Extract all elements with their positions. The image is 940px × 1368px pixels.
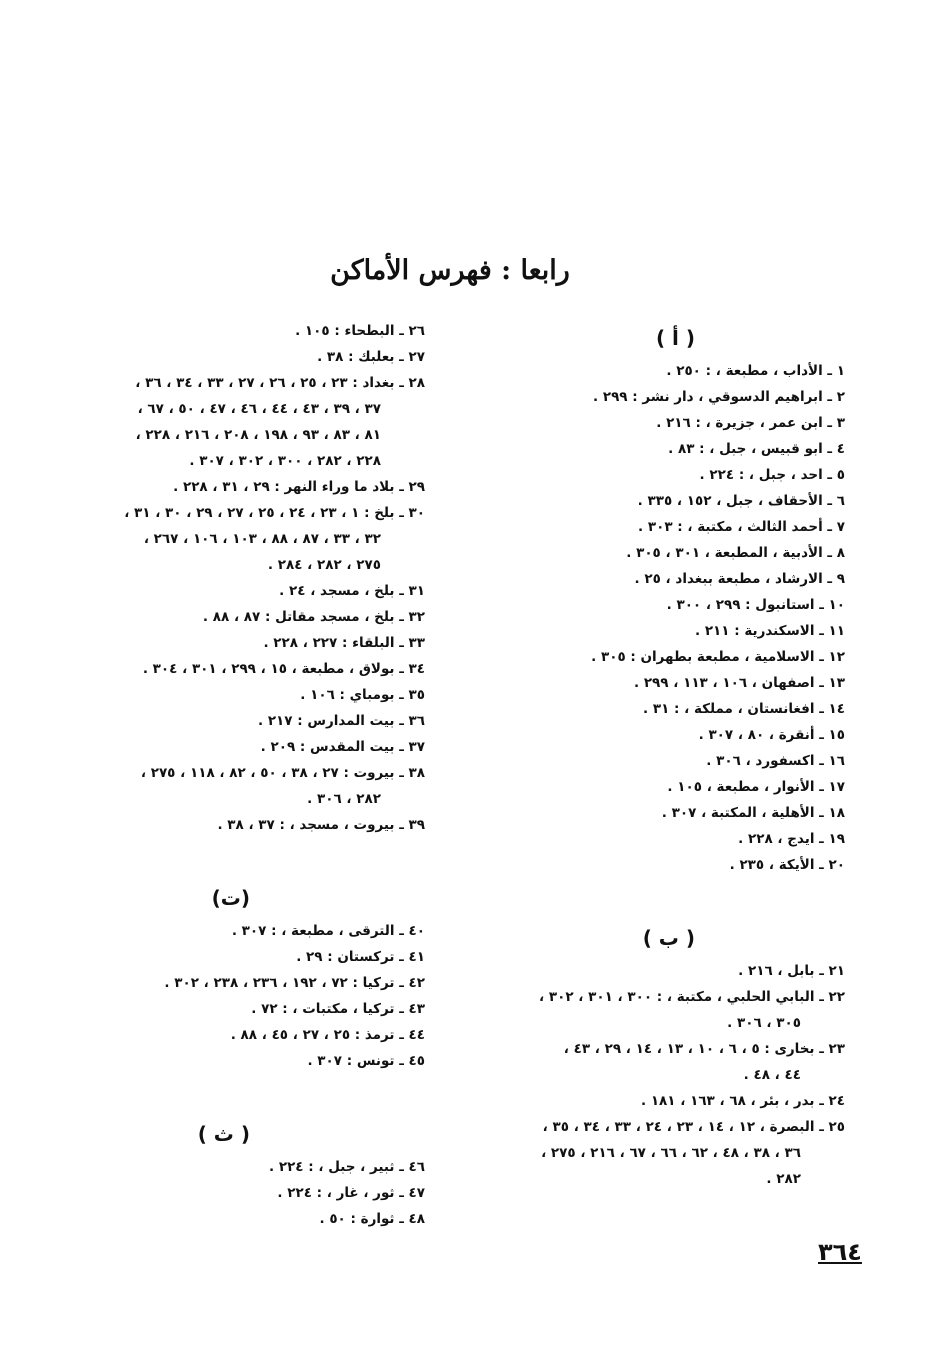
entry-continuation: ٣٢ ، ٣٣ ، ٨٧ ، ٨٨ ، ١٠٣ ، ١٠٦ ، ٢٦٧ ،	[143, 531, 381, 547]
index-section	[450, 318, 845, 878]
index-entry	[450, 566, 845, 592]
entry-line: ٢٣ ـ بخارى : ٥ ، ٦ ، ١٠ ، ١٣ ، ١٤ ، ٢٩ ، ٤٣ ،	[563, 1041, 845, 1057]
index-entry	[25, 682, 425, 708]
entry-line: ٤ ـ ابو قبيس ، جبل ، : ٨٣ .	[668, 441, 845, 457]
index-entry	[25, 812, 425, 838]
index-entry	[25, 760, 425, 812]
entry-line: ١٦ ـ اكسفورد ، ٣٠٦ .	[706, 753, 845, 769]
index-entry	[450, 800, 845, 826]
index-entry	[25, 1180, 425, 1206]
index-entry	[450, 774, 845, 800]
entry-line: ١٨ ـ الأهلية ، المكتبة ، ٣٠٧ .	[661, 805, 845, 821]
entry-line: ٤٧ ـ ثور ، غار ، : ٢٢٤ .	[277, 1185, 425, 1201]
entry-line: ٣٧ ـ بيت المقدس : ٢٠٩ .	[260, 739, 425, 755]
entry-line: ٢٧ ـ بعلبك : ٣٨ .	[317, 349, 425, 365]
index-entry	[25, 944, 425, 970]
page-number: ٣٦٤	[818, 1238, 862, 1266]
entry-line: ١٢ ـ الاسلامية ، مطبعة بطهران : ٣٠٥ .	[591, 649, 845, 665]
entry-line: ٨ ـ الأدبية ، المطبعة ، ٣٠١ ، ٣٠٥ .	[626, 545, 845, 561]
entry-line: ٢٥ ـ البصرة ، ١٢ ، ١٤ ، ٢٣ ، ٢٤ ، ٣٣ ، ٣٤ ، ٣٥ ،	[542, 1119, 845, 1135]
entry-continuation: ٢٨٢ .	[766, 1171, 801, 1187]
entry-continuation: ٣٦ ، ٣٨ ، ٤٨ ، ٦٢ ، ٦٦ ، ٦٧ ، ٢١٦ ، ٢٧٥ ،	[541, 1145, 801, 1161]
index-entry	[25, 656, 425, 682]
entry-line: ١٤ ـ افغانستان ، مملكة ، : ٣١ .	[642, 701, 845, 717]
entry-line: ٢١ ـ بابل ، ٢١٦ .	[738, 963, 845, 979]
entry-line: ٢٨ ـ بغداد : ٢٣ ، ٢٥ ، ٢٦ ، ٢٧ ، ٣٣ ، ٣٤ ، ٣٦ ،	[135, 375, 425, 391]
index-entry	[450, 984, 845, 1036]
entry-line: ١٥ ـ أنقرة ، ٨٠ ، ٣٠٧ .	[698, 727, 845, 743]
index-entry	[450, 410, 845, 436]
entry-line: ٩ ـ الارشاد ، مطبعة ببغداد ، ٢٥ .	[634, 571, 845, 587]
entry-line: ٢٦ ـ البطحاء : ١٠٥ .	[295, 323, 425, 339]
index-entry	[450, 748, 845, 774]
entry-line: ٢٠ ـ الأيكة ، ٢٣٥ .	[729, 857, 845, 873]
index-section	[25, 1114, 425, 1232]
index-entry	[450, 618, 845, 644]
entry-line: ٣٣ ـ البلقاء : ٢٢٧ ، ٢٢٨ .	[263, 635, 425, 651]
entry-line: ٤١ ـ تركستان : ٢٩ .	[296, 949, 425, 965]
entry-line: ٣٢ ـ بلخ ، مسجد مقاتل : ٨٧ ، ٨٨ .	[202, 609, 425, 625]
index-entry	[450, 1088, 845, 1114]
index-entry	[25, 734, 425, 760]
entry-line: ٤٠ ـ الترقى ، مطبعة ، : ٣٠٧ .	[231, 923, 425, 939]
index-entry	[450, 358, 845, 384]
index-entry	[25, 630, 425, 656]
entry-line: ٣٨ ـ بيروت : ٢٧ ، ٣٨ ، ٥٠ ، ٨٢ ، ١١٨ ، ٢٧٥ ،	[140, 765, 425, 781]
index-entry	[25, 1022, 425, 1048]
index-entry	[25, 918, 425, 944]
index-entry	[25, 996, 425, 1022]
entry-line: ١٣ ـ اصفهان ، ١٠٦ ، ١١٣ ، ٢٩٩ .	[633, 675, 845, 691]
section-heading: ( ث )	[197, 1122, 250, 1146]
entry-line: ٣٤ ـ بولاق ، مطبعة ، ١٥ ، ٢٩٩ ، ٣٠١ ، ٣٠٤ .	[142, 661, 425, 677]
entry-continuation: ٨١ ، ٨٣ ، ٩٣ ، ١٩٨ ، ٢٠٨ ، ٢١٦ ، ٢٢٨ ،	[135, 427, 381, 443]
index-entry	[25, 318, 425, 344]
entry-line: ١٩ ـ ايدج ، ٢٢٨ .	[738, 831, 845, 847]
entry-line: ٣٦ ـ بيت المدارس : ٢١٧ .	[257, 713, 425, 729]
entry-line: ٤٣ ـ تركيا ، مكتبات ، : ٧٢ .	[251, 1001, 425, 1017]
index-section	[450, 918, 845, 1192]
index-entry	[450, 488, 845, 514]
index-entry	[450, 1036, 845, 1088]
left-column	[25, 318, 425, 1232]
entry-line: ٢٤ ـ بدر ، بئر ، ٦٨ ، ١٦٣ ، ١٨١ .	[640, 1093, 845, 1109]
entry-line: ٣٠ ـ بلخ : ١ ، ٢٣ ، ٢٤ ، ٢٥ ، ٢٧ ، ٢٩ ، ٣٠ ، ٣١ ،	[124, 505, 425, 521]
index-entry	[25, 578, 425, 604]
entry-line: ٢ ـ ابراهيم الدسوقي ، دار نشر : ٢٩٩ .	[592, 389, 845, 405]
section-heading: ( ب )	[642, 926, 695, 950]
index-entry	[450, 462, 845, 488]
section-heading: (ت)	[211, 886, 250, 910]
index-entry	[25, 1154, 425, 1180]
entry-line: ٣٥ ـ بومباي : ١٠٦ .	[300, 687, 425, 703]
entry-continuation: ٢٧٥ ، ٢٨٢ ، ٢٨٤ .	[267, 557, 381, 573]
index-entry	[450, 958, 845, 984]
entry-line: ٥ ـ احد ، جبل ، : ٢٢٤ .	[699, 467, 845, 483]
entry-line: ٤٢ ـ تركيا : ٧٢ ، ١٩٢ ، ٢٣٦ ، ٢٣٨ ، ٣٠٢ .	[164, 975, 425, 991]
index-entry	[450, 696, 845, 722]
entry-line: ٤٨ ـ ثوارة : ٥٠ .	[319, 1211, 425, 1227]
index-entry	[450, 384, 845, 410]
index-entry	[450, 540, 845, 566]
index-section	[25, 318, 425, 838]
index-entry	[25, 500, 425, 578]
index-entry	[450, 514, 845, 540]
index-section	[25, 878, 425, 1074]
index-entry	[25, 604, 425, 630]
right-column	[450, 318, 845, 1192]
section-heading: ( أ )	[655, 326, 695, 350]
entry-line: ١ ـ الأداب ، مطبعة ، : ٢٥٠ .	[666, 363, 845, 379]
entry-line: ١٧ ـ الأنوار ، مطبعة ، ١٠٥ .	[667, 779, 845, 795]
index-entry	[450, 644, 845, 670]
index-entry	[25, 1048, 425, 1074]
index-entry	[450, 592, 845, 618]
index-entry	[25, 708, 425, 734]
index-entry	[25, 370, 425, 474]
entry-continuation: ٢٢٨ ، ٢٨٢ ، ٣٠٠ ، ٣٠٢ ، ٣٠٧ .	[189, 453, 381, 469]
entry-line: ٤٤ ـ ترمذ : ٢٥ ، ٢٧ ، ٤٥ ، ٨٨ .	[230, 1027, 425, 1043]
entry-line: ٢٢ ـ البابي الحلبي ، مكتبة ، : ٣٠٠ ، ٣٠١ ، ٣٠٢ ،	[539, 989, 845, 1005]
index-entry	[25, 1206, 425, 1232]
entry-line: ١١ ـ الاسكندرية : ٢١١ .	[694, 623, 845, 639]
index-entry	[450, 722, 845, 748]
entry-line: ٤٦ ـ ثبير ، جبل ، : ٢٢٤ .	[268, 1159, 425, 1175]
entry-line: ٣ ـ ابن عمر ، جزيرة ، : ٢١٦ .	[656, 415, 845, 431]
entry-continuation: ٣٧ ، ٣٩ ، ٤٣ ، ٤٤ ، ٤٦ ، ٤٧ ، ٥٠ ، ٦٧ ،	[137, 401, 381, 417]
entry-continuation: ٤٤ ، ٤٨ .	[743, 1067, 801, 1083]
index-entry	[25, 970, 425, 996]
entry-line: ٣٩ ـ بيروت ، مسجد ، : ٣٧ ، ٣٨ .	[217, 817, 425, 833]
entry-line: ٧ ـ أحمد الثالث ، مكتبة ، : ٣٠٣ .	[638, 519, 845, 535]
entry-line: ٦ ـ الأحقاف ، جبل ، ١٥٢ ، ٣٣٥ .	[637, 493, 845, 509]
index-entry	[450, 852, 845, 878]
index-entry	[450, 670, 845, 696]
index-entry	[450, 436, 845, 462]
page-title: رابعا : فهرس الأماكن	[330, 255, 570, 286]
index-entry	[25, 344, 425, 370]
index-entry	[25, 474, 425, 500]
entry-line: ٤٥ ـ تونس : ٣٠٧ .	[307, 1053, 425, 1069]
entry-line: ١٠ ـ استانبول : ٢٩٩ ، ٣٠٠ .	[666, 597, 845, 613]
entry-line: ٢٩ ـ بلاد ما وراء النهر : ٢٩ ، ٣١ ، ٢٢٨ .	[173, 479, 425, 495]
entry-line: ٣١ ـ بلخ ، مسجد ، ٢٤ .	[279, 583, 425, 599]
entry-continuation: ٣٠٥ ، ٣٠٦ .	[727, 1015, 801, 1031]
entry-continuation: ٢٨٢ ، ٣٠٦ .	[307, 791, 381, 807]
index-entry	[450, 826, 845, 852]
index-entry	[450, 1114, 845, 1192]
